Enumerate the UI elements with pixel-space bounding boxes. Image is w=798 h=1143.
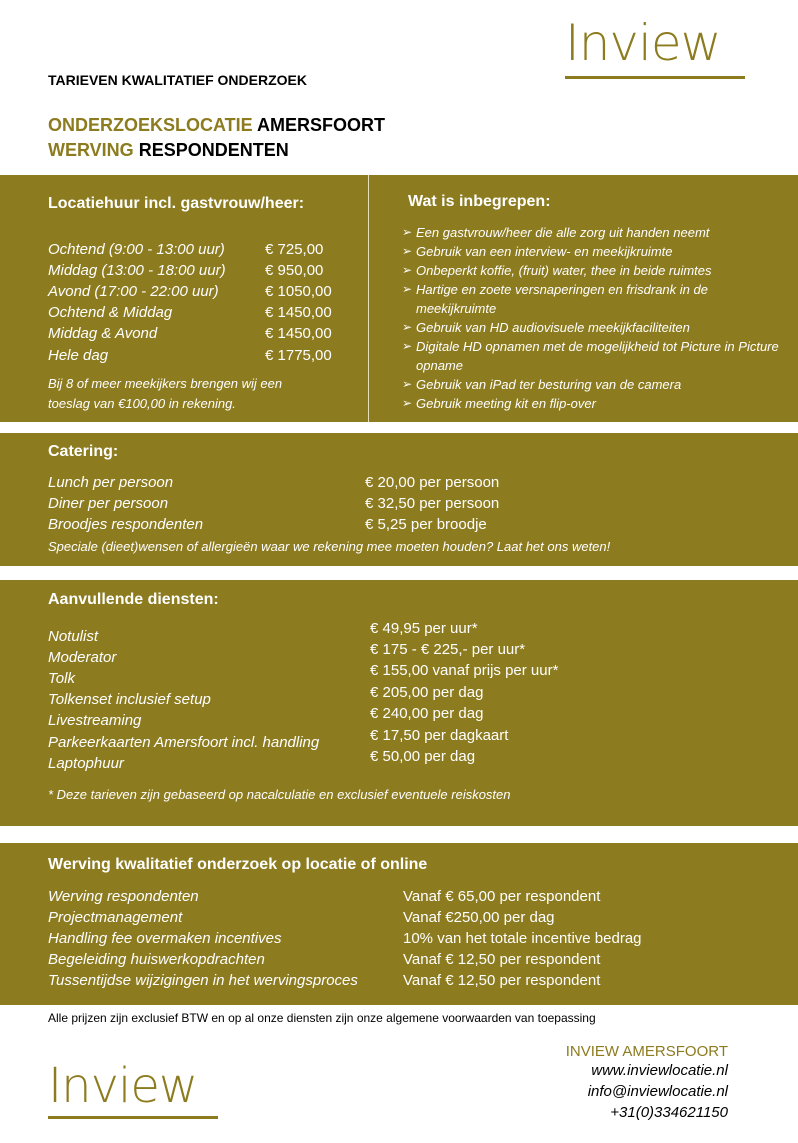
included-item [402, 223, 787, 242]
services-row-label: Moderator [48, 649, 117, 666]
arrow-icon: ➢ [402, 377, 413, 391]
logo-bottom [48, 1058, 223, 1124]
recruitment-row-price: 10% van het totale incentive bedrag [403, 930, 642, 947]
recruitment-row-label: Begeleiding huiswerkopdrachten [48, 951, 265, 968]
included-item [402, 375, 787, 394]
included-item [402, 242, 787, 261]
included-item-text: Gebruik meeting kit en flip-over [416, 396, 596, 411]
catering-row-label: Broodjes respondenten [48, 516, 204, 533]
location-note-line: Bij 8 of meer meekijkers brengen wij een [48, 376, 283, 391]
contact-block [566, 1043, 728, 1123]
included-item [402, 394, 787, 413]
services-row-label: Tolkenset inclusief setup [48, 691, 211, 708]
contact-title: INVIEW AMERSFOORT [565, 1043, 728, 1060]
logo-underline [565, 76, 745, 79]
included-item-text: Gebruik van HD audiovisuele meekijkfaciliteiten [416, 320, 690, 335]
location-row-label: Ochtend (9:00 - 13:00 uur) [48, 241, 225, 258]
logo-underline [48, 1116, 218, 1119]
document-title: TARIEVEN KWALITATIEF ONDERZOEK [48, 72, 307, 88]
included-item [402, 280, 787, 318]
logo-top [565, 14, 750, 82]
services-row-label: Livestreaming [48, 712, 142, 729]
location-title: Locatiehuur incl. gastvrouw/heer: [48, 195, 305, 212]
services-row-price: € 49,95 per uur* [370, 620, 478, 637]
included-title: Wat is inbegrepen: [408, 193, 551, 210]
location-row-price: € 1450,00 [265, 325, 332, 342]
footer-note: Alle prijzen zijn exclusief BTW en op al onze diensten zijn onze algemene voorwaarden van toepassing [48, 1011, 596, 1025]
included-item [402, 318, 787, 337]
location-row-price: € 1450,00 [265, 304, 332, 321]
panel-location-rental [0, 175, 798, 422]
arrow-icon: ➢ [402, 396, 413, 410]
included-item-text: Gebruik van iPad ter besturing van de camera [416, 377, 682, 392]
recruitment-row-label: Tussentijdse wijzigingen in het wervingsproces [48, 972, 358, 989]
recruitment-row-price: Vanaf € 12,50 per respondent [403, 972, 601, 989]
included-item-text: Onbeperkt koffie, (fruit) water, thee in beide ruimtes [416, 263, 712, 278]
contact-phone: +31(0)334621150 [610, 1104, 728, 1121]
heading-recruitment [48, 140, 289, 161]
included-item-text: Een gastvrouw/heer die alle zorg uit handen neemt [416, 225, 710, 240]
arrow-icon: ➢ [402, 263, 413, 277]
recruitment-row-label: Handling fee overmaken incentives [48, 930, 282, 947]
heading-location [48, 115, 385, 136]
recruitment-title: Werving kwalitatief onderzoek op locatie of online [48, 856, 428, 873]
services-title: Aanvullende diensten: [48, 591, 219, 608]
catering-row-price: € 20,00 per persoon [365, 474, 500, 491]
logo-text: Inview [48, 1058, 198, 1114]
catering-row-price: € 5,25 per broodje [365, 516, 487, 533]
catering-row-label: Diner per persoon [48, 495, 169, 512]
arrow-icon: ➢ [402, 320, 413, 334]
recruitment-row-price: Vanaf € 12,50 per respondent [403, 951, 601, 968]
included-item-text: Hartige en zoete versnaperingen en frisdrank in de meekijkruimte [416, 282, 708, 316]
column-divider [368, 175, 369, 422]
arrow-icon: ➢ [402, 339, 413, 353]
included-item-text: Digitale HD opnamen met de mogelijkheid tot Picture in Picture opname [416, 339, 779, 373]
included-item-text: Gebruik van een interview- en meekijkruimte [416, 244, 673, 259]
services-row-label: Tolk [48, 670, 75, 687]
services-row-price: € 205,00 per dag [370, 684, 484, 701]
contact-email-link[interactable]: info@inviewlocatie.nl [587, 1083, 728, 1100]
services-row-price: € 17,50 per dagkaart [370, 727, 509, 744]
location-row-label: Ochtend & Middag [48, 304, 173, 321]
services-row-price: € 50,00 per dag [370, 748, 476, 765]
arrow-icon: ➢ [402, 282, 413, 296]
location-row-label: Middag & Avond [48, 325, 158, 342]
recruitment-row-price: Vanaf €250,00 per dag [403, 909, 555, 926]
catering-row-price: € 32,50 per persoon [365, 495, 500, 512]
contact-website-link[interactable]: www.inviewlocatie.nl [591, 1062, 728, 1079]
heading-location-rest: AMERSFOORT [252, 115, 385, 135]
location-row-price: € 1775,00 [265, 347, 332, 364]
panel-recruitment [0, 843, 798, 1005]
heading-location-accent: ONDERZOEKSLOCATIE [48, 115, 253, 135]
panel-catering [0, 433, 798, 566]
location-row-label: Avond (17:00 - 22:00 uur) [48, 283, 219, 300]
included-list [402, 223, 787, 413]
recruitment-row-label: Projectmanagement [48, 909, 183, 926]
catering-row-label: Lunch per persoon [48, 474, 174, 491]
logo-text: Inview [565, 14, 721, 72]
catering-note: Speciale (dieet)wensen of allergieën waar we rekening mee moeten houden? Laat het ons weten! [48, 539, 611, 554]
services-note: * Deze tarieven zijn gebaseerd op nacalculatie en exclusief eventuele reiskosten [48, 787, 511, 802]
services-row-price: € 155,00 vanaf prijs per uur* [370, 662, 559, 679]
arrow-icon: ➢ [402, 244, 413, 258]
panel-additional-services [0, 580, 798, 826]
services-row-label: Parkeerkaarten Amersfoort incl. handling [48, 734, 320, 751]
location-row-price: € 725,00 [265, 241, 324, 258]
location-row-label: Hele dag [48, 347, 109, 364]
location-row-price: € 950,00 [265, 262, 324, 279]
arrow-icon: ➢ [402, 225, 413, 239]
included-item [402, 261, 787, 280]
location-row-price: € 1050,00 [265, 283, 332, 300]
heading-recruitment-accent: WERVING [48, 140, 134, 160]
services-row-label: Notulist [48, 628, 99, 645]
services-row-price: € 175 - € 225,- per uur* [370, 641, 526, 658]
recruitment-row-label: Werving respondenten [48, 888, 199, 905]
recruitment-row-price: Vanaf € 65,00 per respondent [403, 888, 601, 905]
catering-title: Catering: [48, 443, 119, 460]
location-row-label: Middag (13:00 - 18:00 uur) [48, 262, 226, 279]
heading-recruitment-rest: RESPONDENTEN [133, 140, 289, 160]
included-item [402, 337, 787, 375]
services-row-label: Laptophuur [48, 755, 124, 772]
services-row-price: € 240,00 per dag [370, 705, 484, 722]
location-note-line: toeslag van €100,00 in rekening. [48, 396, 236, 411]
